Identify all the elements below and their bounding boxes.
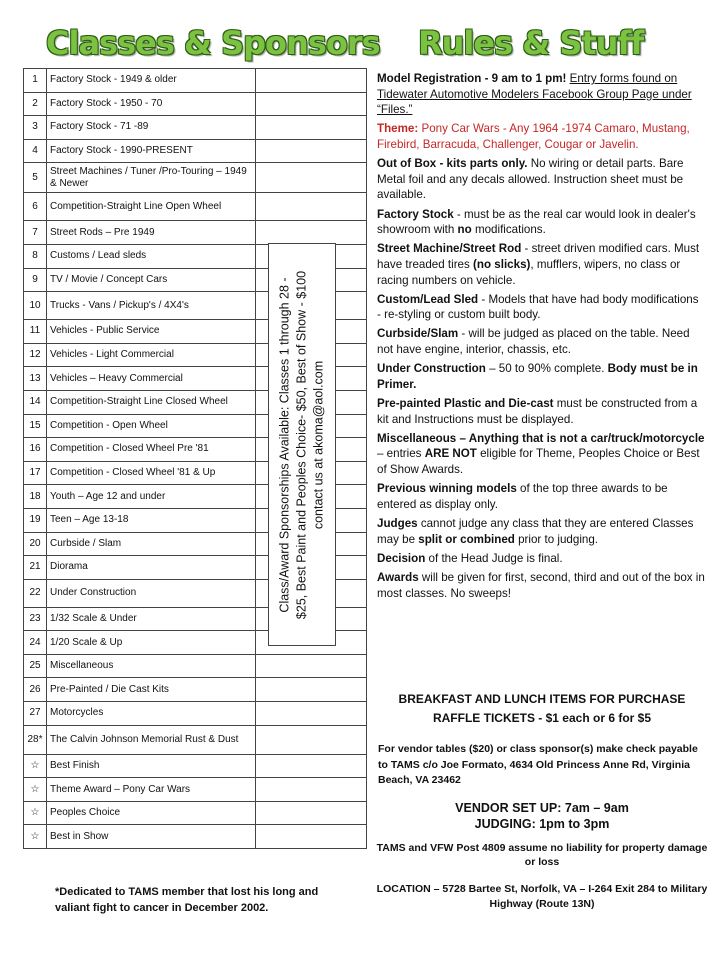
rule-label: Curbside/Slam [377, 327, 459, 341]
class-row [24, 725, 367, 754]
concessions-block [374, 690, 710, 728]
sponsor-cell [256, 163, 367, 193]
class-name: Motorcycles [47, 702, 256, 726]
rule-decision [377, 551, 705, 567]
class-name: Curbside / Slam [47, 532, 256, 556]
class-name: Vehicles - Light Commercial [47, 343, 256, 367]
rule-awards [377, 570, 705, 601]
class-name: TV / Movie / Concept Cars [47, 268, 256, 292]
class-name: Vehicles – Heavy Commercial [47, 367, 256, 391]
star-icon: ☆ [24, 801, 47, 825]
rule-text: - will be judged as placed on the table. Need not have engine, interior, chassis, etc. [377, 327, 690, 357]
star-icon: ☆ [24, 754, 47, 778]
sponsorship-line-1: Class/Award Sponsorships Available: Classes 1 through 28 - [277, 276, 292, 613]
rule-street-machine [377, 241, 705, 288]
rule-label: Theme: [377, 122, 419, 136]
rule-under-construction [377, 361, 705, 392]
class-name: Street Rods – Pre 1949 [47, 221, 256, 245]
class-name: Pre-Painted / Die Cast Kits [47, 678, 256, 702]
class-row [24, 69, 367, 93]
rules-column [377, 71, 705, 605]
rule-emphasis: ARE NOT [424, 447, 477, 461]
rule-previous-winners [377, 481, 705, 512]
class-number: 7 [24, 221, 47, 245]
class-number: 15 [24, 414, 47, 438]
rule-emphasis: Body must be in Primer. [377, 362, 698, 391]
rule-label: Awards [377, 570, 419, 584]
class-number: 22 [24, 579, 47, 607]
class-name: Teen – Age 13-18 [47, 508, 256, 532]
class-number: 18 [24, 485, 47, 509]
sponsor-cell [256, 116, 367, 140]
class-name: Factory Stock - 1949 & older [47, 69, 256, 93]
rule-text: – entries [377, 447, 425, 461]
liability-notice: TAMS and VFW Post 4809 assume no liability for property damage or loss [376, 842, 708, 868]
rule-factory-stock [377, 207, 705, 238]
rule-text: modifications. [471, 223, 546, 237]
sponsor-cell [256, 754, 367, 778]
class-row [24, 221, 367, 245]
class-name: Vehicles - Public Service [47, 320, 256, 344]
class-number: 10 [24, 292, 47, 320]
sponsorship-contact: contact us at akoma@aol.com [311, 360, 326, 529]
rule-label: Miscellaneous – Anything that is not a car/truck/motorcycle [377, 431, 705, 445]
class-number: 12 [24, 343, 47, 367]
rule-label: Decision [377, 551, 426, 565]
class-name: 1/20 Scale & Up [47, 631, 256, 655]
rule-emphasis: (no slicks) [473, 257, 531, 271]
rule-text: of the top three awards to be entered as display only. [377, 482, 668, 511]
class-number: 8 [24, 244, 47, 268]
class-name: Competition - Closed Wheel '81 & Up [47, 461, 256, 485]
rule-label: Street Machine/Street Rod [377, 242, 522, 256]
sponsor-cell [256, 654, 367, 678]
class-number: 20 [24, 532, 47, 556]
sponsorship-box [268, 243, 336, 646]
sponsor-cell [256, 193, 367, 221]
rule-text: - Models that have had body modifications - re-styling or custom built body. [377, 292, 699, 322]
rule-text: No wiring or detail parts. Bare Metal foil and any decals allowed. Instruction sheet must be available. [377, 157, 684, 202]
rule-text: , mufflers, wipers, no class or racing numbers on vehicle. [377, 257, 681, 287]
rule-text: must be constructed from a kit and Instructions must be displayed. [377, 397, 698, 426]
class-name: Best in Show [47, 825, 256, 849]
rule-out-of-box [377, 156, 705, 203]
schedule-block [374, 800, 710, 832]
sponsor-cell [256, 825, 367, 849]
rule-label: Pre-painted Plastic and Die-cast [377, 397, 554, 411]
rule-label: Out of Box - kits parts only. [377, 157, 528, 171]
class-number: 16 [24, 438, 47, 462]
vendor-setup-time: VENDOR SET UP: 7am – 9am [455, 801, 629, 815]
class-row [24, 654, 367, 678]
class-row [24, 116, 367, 140]
rule-custom-lead-sled [377, 292, 705, 323]
rule-text: will be given for first, second, third and out of the box in most classes. No sweeps! [377, 570, 705, 600]
class-row [24, 778, 367, 802]
rule-label: Under Construction [377, 362, 486, 376]
rule-text: cannot judge any class that they are entered Classes may be [377, 516, 694, 546]
class-name: Factory Stock - 1950 - 70 [47, 92, 256, 116]
class-name: Competition-Straight Line Open Wheel [47, 193, 256, 221]
vendor-tables-info: For vendor tables ($20) or class sponsor(s) make check payable to TAMS c/o Joe Formato, 4634 Old Princess Anne Rd, Virginia Beach, VA 23462 [378, 743, 698, 786]
sponsor-cell [256, 778, 367, 802]
sponsorship-text [277, 247, 328, 642]
class-name: The Calvin Johnson Memorial Rust & Dust [47, 725, 256, 754]
class-number: 28* [24, 725, 47, 754]
class-row [24, 702, 367, 726]
sponsor-cell [256, 69, 367, 93]
class-name: Under Construction [47, 579, 256, 607]
location-info: LOCATION – 5728 Bartee St, Norfolk, VA – I-264 Exit 284 to Military Highway (Route 13N) [376, 883, 708, 910]
class-name: Miscellaneous [47, 654, 256, 678]
class-name: Street Machines / Tuner /Pro-Touring – 1949 & Newer [47, 163, 256, 193]
sponsor-cell [256, 139, 367, 163]
class-name: Peoples Choice [47, 801, 256, 825]
class-name: Factory Stock - 71 -89 [47, 116, 256, 140]
class-row [24, 678, 367, 702]
class-number: 6 [24, 193, 47, 221]
sponsor-cell [256, 678, 367, 702]
class-name: Theme Award – Pony Car Wars [47, 778, 256, 802]
rule-judges [377, 516, 705, 547]
rule-text: Pony Car Wars - Any 1964 -1974 Camaro, Mustang, Firebird, Barracuda, Challenger, Cougar or Javelin. [377, 122, 690, 151]
class-name: Diorama [47, 556, 256, 580]
class-name: Trucks - Vans / Pickup's / 4X4's [47, 292, 256, 320]
raffle-line: RAFFLE TICKETS - $1 each or 6 for $5 [432, 711, 652, 725]
class-number: 2 [24, 92, 47, 116]
class-number: 1 [24, 69, 47, 93]
class-number: 27 [24, 702, 47, 726]
star-icon: ☆ [24, 825, 47, 849]
class-name: Customs / Lead sleds [47, 244, 256, 268]
class-number: 19 [24, 508, 47, 532]
class-number: 4 [24, 139, 47, 163]
rule-label: Previous winning models [377, 482, 517, 496]
rule-label: Judges [377, 516, 418, 530]
rule-pre-painted [377, 396, 705, 427]
class-number: 11 [24, 320, 47, 344]
class-name: Factory Stock - 1990-PRESENT [47, 139, 256, 163]
class-number: 5 [24, 163, 47, 193]
class-number: 14 [24, 390, 47, 414]
classes-sponsors-title: Classes & Sponsors [46, 24, 380, 62]
class-name: Competition - Open Wheel [47, 414, 256, 438]
sponsor-cell [256, 702, 367, 726]
class-number: 24 [24, 631, 47, 655]
rule-text: of the Head Judge is final. [425, 551, 563, 565]
rule-curbside [377, 326, 705, 357]
class-number: 25 [24, 654, 47, 678]
class-name: Youth – Age 12 and under [47, 485, 256, 509]
dedication-note: *Dedicated to TAMS member that lost his long and valiant fight to cancer in December 2002. [55, 886, 319, 914]
class-row [24, 92, 367, 116]
entry-forms-link[interactable]: Entry forms found on Tidewater Automotive Modelers Facebook Group Page under “Files.” [377, 72, 692, 117]
sponsor-cell [256, 92, 367, 116]
class-number: 26 [24, 678, 47, 702]
sponsor-cell [256, 801, 367, 825]
rule-text: prior to judging. [514, 532, 599, 546]
rule-label: Model Registration - 9 am to 1 pm! [377, 72, 567, 85]
class-number: 23 [24, 607, 47, 631]
class-row [24, 801, 367, 825]
class-row [24, 825, 367, 849]
rule-registration [377, 71, 705, 118]
rule-emphasis: split or combined [418, 532, 515, 546]
class-number: 3 [24, 116, 47, 140]
rule-text: eligible for Theme, Peoples Choice or Best of Show Awards. [377, 447, 700, 476]
rule-emphasis: no [457, 223, 472, 237]
rule-label: Factory Stock [377, 207, 454, 221]
class-number: 21 [24, 556, 47, 580]
class-name: Best Finish [47, 754, 256, 778]
star-icon: ☆ [24, 778, 47, 802]
class-row [24, 163, 367, 193]
rule-text: – 50 to 90% complete. [485, 362, 608, 376]
class-row [24, 139, 367, 163]
rule-theme [377, 121, 705, 152]
rule-miscellaneous [377, 431, 705, 478]
class-name: Competition - Closed Wheel Pre '81 [47, 438, 256, 462]
rule-text: - street driven modified cars. Must have treaded tires [377, 242, 700, 271]
class-number: 17 [24, 461, 47, 485]
class-number: 9 [24, 268, 47, 292]
breakfast-lunch-line: BREAKFAST AND LUNCH ITEMS FOR PURCHASE [398, 692, 686, 706]
class-name: 1/32 Scale & Under [47, 607, 256, 631]
class-row [24, 193, 367, 221]
rule-label: Custom/Lead Sled [377, 292, 479, 306]
class-row [24, 754, 367, 778]
rule-text: - must be as the real car would look in dealer's showroom with [377, 207, 696, 237]
sponsor-cell [256, 221, 367, 245]
sponsor-cell [256, 725, 367, 754]
judging-time: JUDGING: 1pm to 3pm [474, 817, 610, 831]
class-number: 13 [24, 367, 47, 391]
sponsorship-line-2: $25, Best Paint and Peoples Choice- $50, Best of Show - $100 [294, 270, 309, 619]
class-name: Competition-Straight Line Closed Wheel [47, 390, 256, 414]
rules-stuff-title: Rules & Stuff [418, 24, 644, 62]
